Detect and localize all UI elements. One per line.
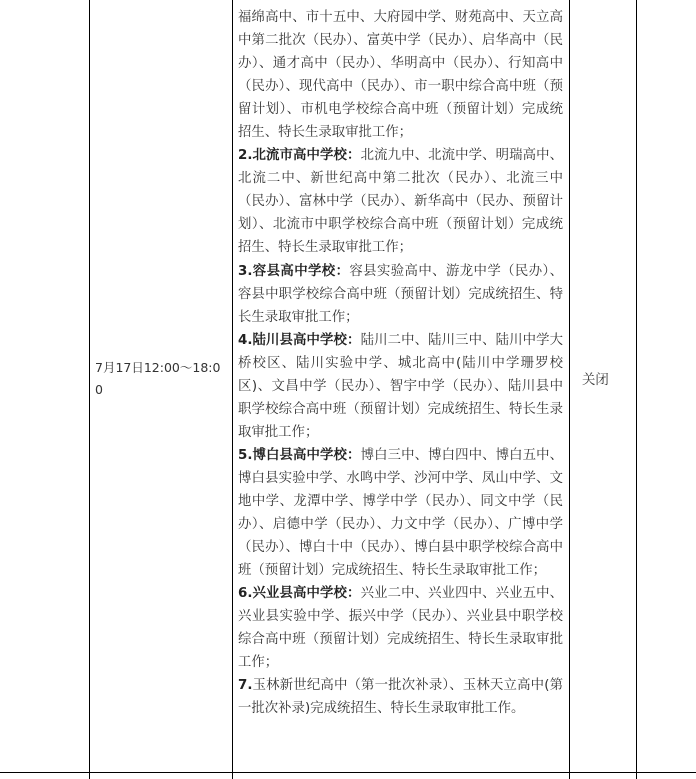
list-item: [238, 582, 563, 674]
item-text: 北流九中、北流中学、明瑞高中、北流二中、新世纪高中第二批次（民办）、北流三中（民办）、富林中学（民办）、新华高中（民办、预留计划）、北流市中职学校综合高中班（预留计划）完成统招生、特长生录取审批工作；: [238, 148, 564, 256]
item-text: 玉林新世纪高中（第一批次补录）、玉林天立高中(第一批次补录)完成统招生、特长生录取审批工作。: [238, 678, 563, 717]
list-item: [238, 329, 563, 444]
time-cell: [95, 0, 227, 770]
content-cell: [238, 6, 563, 720]
list-item: [238, 144, 563, 259]
item-title: 4.陆川县高中学校：: [238, 332, 361, 348]
table-border-content: [569, 0, 570, 779]
item-title: 2.北流市高中学校：: [238, 148, 361, 164]
status-cell: 关闭: [582, 373, 609, 388]
time-text: 7月17日12:00～18:00: [95, 360, 221, 397]
item-title: 6.兴业县高中学校：: [238, 586, 361, 602]
item-title: 3.容县高中学校：: [238, 263, 350, 279]
item-text: 博白三中、博白四中、博白五中、博白县实验中学、水鸣中学、沙河中学、凤山中学、文地中学、龙潭中学、博学中学（民办）、同文中学（民办）、启德中学（民办）、力文中学（民办）、广博中学（民办）、博白十中（民办）、博白县中职学校综合高中班（预留计划）完成统招生、特长生录取审批工作；: [238, 447, 564, 579]
table-border-left: [89, 0, 90, 779]
item-text: 容县实验高中、游龙中学（民办）、容县中职学校综合高中班（预留计划）完成统招生、特长生录取审批工作；: [238, 263, 563, 325]
table-border-time: [232, 0, 233, 779]
table-border-right: [636, 0, 637, 779]
list-item: [238, 260, 563, 329]
item-title: 7.: [238, 678, 253, 694]
intro-paragraph: 福绵高中、市十五中、大府园中学、财苑高中、天立高中第二批次（民办）、富英中学（民办）、启华高中（民办）、通才高中（民办）、华明高中（民办）、行知高中（民办）、现代高中（民办）、市一职中综合高中班（预留计划）、市机电学校综合高中班（预留计划）完成统招生、特长生录取审批工作；: [238, 10, 563, 141]
table-row-divider: [0, 772, 696, 773]
list-item: [238, 444, 563, 582]
item-text: 陆川二中、陆川三中、陆川中学大桥校区、陆川实验中学、城北高中(陆川中学珊罗校区)、文昌中学（民办）、智宇中学（民办）、陆川县中职学校综合高中班（预留计划）完成统招生、特长生录取审批工作；: [238, 332, 564, 440]
item-title: 5.博白县高中学校：: [238, 447, 361, 463]
item-text: 兴业二中、兴业四中、兴业五中、兴业县实验中学、振兴中学（民办）、兴业县中职学校综合高中班（预留计划）完成统招生、特长生录取审批工作；: [238, 586, 564, 671]
list-item: [238, 674, 563, 720]
